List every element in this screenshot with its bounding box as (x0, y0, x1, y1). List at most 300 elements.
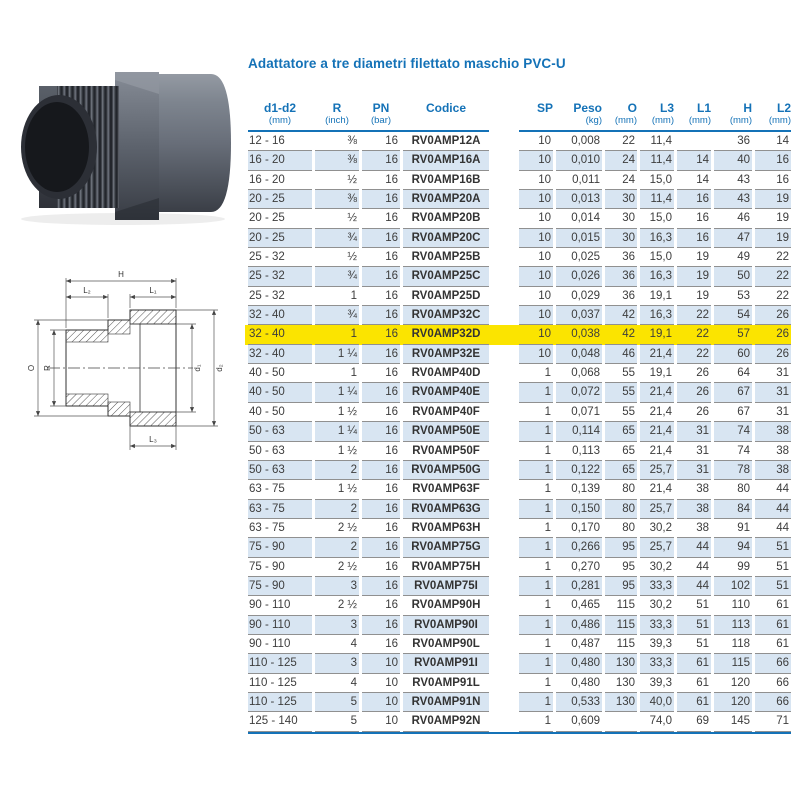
row-gap-spacer (492, 712, 516, 731)
row-gap-spacer (492, 171, 516, 190)
table-cell: RV0AMP25C (403, 267, 489, 286)
table-cell: 42 (605, 306, 637, 325)
column-header: (bar) (370, 115, 392, 126)
table-cell: 40 - 50 (248, 364, 312, 383)
table-cell: 46 (605, 345, 637, 364)
table-cell: 1 (519, 500, 553, 519)
table-cell: 10 (362, 654, 400, 673)
highlighted-table-cell: 16 (362, 325, 400, 344)
table-cell: 31 (755, 383, 791, 402)
table-cell: 31 (755, 403, 791, 422)
table-cell: 10 (519, 267, 553, 286)
table-cell: 12 - 16 (248, 132, 312, 151)
table-cell: 10 (519, 229, 553, 248)
product-table (248, 97, 791, 734)
table-cell: 19 (677, 287, 711, 306)
table-cell: 30,2 (640, 596, 674, 615)
table-cell: 26 (677, 383, 711, 402)
table-cell: 16,3 (640, 267, 674, 286)
table-cell: 16 (362, 422, 400, 441)
table-cell: 26 (755, 345, 791, 364)
column-header: (kg) (585, 115, 602, 126)
table-cell (605, 712, 637, 731)
table-cell: 16 (362, 267, 400, 286)
table-cell: RV0AMP63G (403, 500, 489, 519)
table-cell: 113 (714, 616, 752, 635)
table-cell: 1 (519, 674, 553, 693)
table-cell: 51 (755, 577, 791, 596)
row-gap-spacer (492, 248, 516, 267)
table-cell: 0,037 (556, 306, 602, 325)
table-cell: 36 (605, 267, 637, 286)
table-cell: 1 (519, 616, 553, 635)
table-cell: 15,0 (640, 171, 674, 190)
table-cell: 0,026 (556, 267, 602, 286)
table-cell: 14 (755, 132, 791, 151)
table-cell: 10 (362, 674, 400, 693)
table-cell: RV0AMP90H (403, 596, 489, 615)
dim-label-r: R (43, 365, 52, 371)
table-cell: 50 - 63 (248, 461, 312, 480)
table-cell: 11,4 (640, 132, 674, 151)
column-header: d1-d2 (263, 101, 296, 115)
table-cell: 40 - 50 (248, 383, 312, 402)
table-cell: 10 (362, 693, 400, 712)
table-cell: 16 (362, 461, 400, 480)
table-cell: RV0AMP63H (403, 519, 489, 538)
table-cell: 54 (714, 306, 752, 325)
table-cell: 120 (714, 674, 752, 693)
table-cell: 49 (714, 248, 752, 267)
table-cell: 66 (755, 693, 791, 712)
column-header: L1 (696, 101, 711, 115)
table-cell: 118 (714, 635, 752, 654)
table-cell: 66 (755, 654, 791, 673)
table-cell: 11,4 (640, 190, 674, 209)
table-cell: 26 (677, 364, 711, 383)
table-cell: 0,068 (556, 364, 602, 383)
row-gap-spacer (492, 383, 516, 402)
table-cell: ⅜ (315, 151, 359, 170)
table-cell: 16 (362, 345, 400, 364)
table-cell: 31 (677, 461, 711, 480)
table-cell: 1 ¼ (315, 383, 359, 402)
product-photo (5, 48, 237, 228)
table-cell: 16 (362, 577, 400, 596)
table-cell: ⅜ (315, 190, 359, 209)
table-cell: 1 (519, 577, 553, 596)
table-cell: 36 (605, 248, 637, 267)
column-header: L2 (776, 101, 791, 115)
table-cell: 21,4 (640, 442, 674, 461)
table-cell: 90 - 110 (248, 635, 312, 654)
table-cell: 16 (362, 364, 400, 383)
dim-label-h: H (118, 270, 124, 279)
table-cell: 115 (605, 596, 637, 615)
table-cell: 1 ¼ (315, 345, 359, 364)
table-cell: 1 (519, 558, 553, 577)
table-cell: 0,281 (556, 577, 602, 596)
table-cell: 130 (605, 693, 637, 712)
table-cell: 67 (714, 403, 752, 422)
table-cell: RV0AMP20C (403, 229, 489, 248)
table-cell: 1 (519, 403, 553, 422)
table-cell: RV0AMP25B (403, 248, 489, 267)
table-cell: 10 (519, 306, 553, 325)
table-cell: 1 (519, 480, 553, 499)
table-cell: 25 - 32 (248, 267, 312, 286)
table-cell (677, 132, 711, 151)
table-cell: 16 (362, 635, 400, 654)
table-cell: 125 - 140 (248, 712, 312, 731)
table-cell: 16 (362, 538, 400, 557)
dim-label-d2: d₂ (215, 364, 224, 372)
table-cell: 16 (362, 132, 400, 151)
table-cell: 16,3 (640, 229, 674, 248)
table-cell: 0,533 (556, 693, 602, 712)
table-cell: RV0AMP91N (403, 693, 489, 712)
table-cell: 0,072 (556, 383, 602, 402)
table-cell: 110 (714, 596, 752, 615)
table-cell: 46 (714, 209, 752, 228)
table-cell: 53 (714, 287, 752, 306)
row-gap-spacer (492, 654, 516, 673)
table-cell: 25,7 (640, 461, 674, 480)
table-cell: 16 (362, 248, 400, 267)
table-cell: 30 (605, 209, 637, 228)
table-cell: 38 (677, 500, 711, 519)
table-cell: 130 (605, 674, 637, 693)
table-cell: 16 (362, 306, 400, 325)
table-cell: 130 (605, 654, 637, 673)
table-cell: 51 (677, 635, 711, 654)
row-gap-spacer (492, 635, 516, 654)
column-header: PN (372, 101, 390, 115)
column-header: L3 (659, 101, 674, 115)
table-cell: 22 (755, 267, 791, 286)
table-cell: RV0AMP50F (403, 442, 489, 461)
table-cell: 10 (519, 132, 553, 151)
table-cell: RV0AMP16A (403, 151, 489, 170)
highlighted-table-cell: 22 (677, 325, 711, 344)
table-cell: 0,048 (556, 345, 602, 364)
table-cell: 16 (362, 596, 400, 615)
table-cell: 63 - 75 (248, 480, 312, 499)
table-cell: 2 (315, 461, 359, 480)
table-cell: 47 (714, 229, 752, 248)
table-cell: 19 (755, 229, 791, 248)
table-cell: RV0AMP20B (403, 209, 489, 228)
table-cell: 65 (605, 461, 637, 480)
table-cell: ¾ (315, 306, 359, 325)
column-header: Peso (573, 101, 602, 115)
highlighted-table-cell: 0,038 (556, 325, 602, 344)
table-cell: 2 (315, 538, 359, 557)
table-cell: RV0AMP32E (403, 345, 489, 364)
table-cell: 5 (315, 693, 359, 712)
table-cell: 0,113 (556, 442, 602, 461)
table-cell: 75 - 90 (248, 538, 312, 557)
table-cell: 90 - 110 (248, 616, 312, 635)
table-cell: 61 (755, 616, 791, 635)
table-cell: 74 (714, 442, 752, 461)
table-cell: 91 (714, 519, 752, 538)
table-cell: 38 (677, 480, 711, 499)
table-cell: 19 (677, 248, 711, 267)
row-gap-spacer (492, 151, 516, 170)
table-cell: 10 (519, 209, 553, 228)
table-cell: 1 (519, 519, 553, 538)
table-cell: 16 (362, 190, 400, 209)
column-header: (mm) (688, 115, 711, 126)
table-cell: 24 (605, 171, 637, 190)
table-cell: 21,4 (640, 403, 674, 422)
table-cell: 0,270 (556, 558, 602, 577)
table-cell: 1 (519, 442, 553, 461)
table-cell: 63 - 75 (248, 500, 312, 519)
table-cell: 61 (677, 693, 711, 712)
table-cell: 16 - 20 (248, 151, 312, 170)
highlighted-table-cell: 57 (714, 325, 752, 344)
table-cell: 51 (677, 596, 711, 615)
table-cell: RV0AMP75G (403, 538, 489, 557)
row-gap-spacer (492, 674, 516, 693)
table-cell: 21,4 (640, 480, 674, 499)
table-cell: RV0AMP91L (403, 674, 489, 693)
row-gap-spacer (492, 616, 516, 635)
table-cell: 43 (714, 190, 752, 209)
table-cell: 95 (605, 558, 637, 577)
table-cell: 22 (677, 345, 711, 364)
table-cell: 16 (362, 383, 400, 402)
dim-label-l1: L₁ (149, 286, 157, 295)
table-cell: 55 (605, 403, 637, 422)
table-cell: 55 (605, 364, 637, 383)
table-cell: 110 - 125 (248, 654, 312, 673)
table-cell: 1 (519, 364, 553, 383)
table-cell: 1 (519, 538, 553, 557)
table-cell: 0,029 (556, 287, 602, 306)
table-cell: 3 (315, 616, 359, 635)
dim-label-o: O (27, 364, 36, 372)
table-cell: 31 (677, 422, 711, 441)
table-cell: 50 - 63 (248, 422, 312, 441)
table-cell: 30 (605, 229, 637, 248)
table-cell: 65 (605, 442, 637, 461)
column-header: R (332, 101, 342, 115)
table-cell: RV0AMP90L (403, 635, 489, 654)
table-cell: 67 (714, 383, 752, 402)
column-header (519, 115, 553, 130)
table-cell: 31 (755, 364, 791, 383)
table-cell: 16 (362, 209, 400, 228)
table-cell: RV0AMP50G (403, 461, 489, 480)
table-cell: 26 (677, 403, 711, 422)
table-cell: 24 (605, 151, 637, 170)
table-cell: 51 (755, 558, 791, 577)
table-cell: 64 (714, 364, 752, 383)
row-gap-spacer (492, 558, 516, 577)
column-header: SP (536, 101, 553, 115)
table-cell: 30 (605, 190, 637, 209)
table-cell: 33,3 (640, 577, 674, 596)
table-cell: 0,139 (556, 480, 602, 499)
table-cell: 43 (714, 171, 752, 190)
column-header: H (743, 101, 752, 115)
column-header: Codice (425, 101, 466, 115)
highlighted-table-cell: 10 (519, 325, 553, 344)
table-cell: 14 (677, 151, 711, 170)
table-cell: 16 - 20 (248, 171, 312, 190)
table-cell: 75 - 90 (248, 577, 312, 596)
column-header (403, 115, 489, 130)
table-cell: 38 (677, 519, 711, 538)
table-cell: 10 (519, 171, 553, 190)
row-gap-spacer (492, 693, 516, 712)
table-cell: ½ (315, 171, 359, 190)
table-cell: 0,609 (556, 712, 602, 731)
table-cell: 36 (714, 132, 752, 151)
table-cell: 16 (677, 190, 711, 209)
row-gap-spacer (492, 577, 516, 596)
table-cell: 0,015 (556, 229, 602, 248)
table-cell: 74 (714, 422, 752, 441)
table-cell: 61 (755, 596, 791, 615)
table-cell: 16 (362, 151, 400, 170)
table-cell: 16 (362, 616, 400, 635)
highlighted-table-cell: RV0AMP32D (403, 325, 489, 344)
table-cell: 61 (755, 635, 791, 654)
table-cell: 1 (519, 596, 553, 615)
table-cell: 44 (677, 577, 711, 596)
row-gap-spacer (492, 132, 516, 151)
column-header: (mm) (729, 115, 752, 126)
table-cell: 1 (519, 635, 553, 654)
table-cell: 80 (605, 480, 637, 499)
table-cell: RV0AMP63F (403, 480, 489, 499)
table-cell: 38 (755, 461, 791, 480)
table-cell: RV0AMP91I (403, 654, 489, 673)
table-cell: 74,0 (640, 712, 674, 731)
table-cell: 16 (677, 229, 711, 248)
table-cell: 80 (605, 519, 637, 538)
table-cell: 0,480 (556, 674, 602, 693)
table-cell: 25 - 32 (248, 287, 312, 306)
table-cell: 0,071 (556, 403, 602, 422)
dim-label-l2: L₂ (83, 286, 91, 295)
table-cell: 22 (677, 306, 711, 325)
row-gap-spacer (492, 364, 516, 383)
table-cell: RV0AMP20A (403, 190, 489, 209)
table-cell: 61 (677, 654, 711, 673)
table-cell: 16 (362, 229, 400, 248)
highlighted-table-cell: 19,1 (640, 325, 674, 344)
column-header: O (627, 101, 637, 115)
table-cell: 19,1 (640, 364, 674, 383)
row-gap-spacer (492, 325, 516, 344)
table-cell: 16 (362, 403, 400, 422)
row-gap-spacer (492, 519, 516, 538)
table-cell: RV0AMP40F (403, 403, 489, 422)
table-cell: 10 (519, 151, 553, 170)
table-cell: 16 (362, 480, 400, 499)
table-cell: 1 (519, 654, 553, 673)
table-cell: RV0AMP90I (403, 616, 489, 635)
table-cell: 2 ½ (315, 519, 359, 538)
table-cell: 1 ½ (315, 480, 359, 499)
table-cell: 0,014 (556, 209, 602, 228)
table-cell: 66 (755, 674, 791, 693)
row-gap-spacer (492, 306, 516, 325)
table-cell: 16 (362, 442, 400, 461)
table-cell: 32 - 40 (248, 306, 312, 325)
row-gap-spacer (492, 480, 516, 499)
table-cell: RV0AMP50E (403, 422, 489, 441)
row-gap-spacer (492, 538, 516, 557)
table-cell: 1 ½ (315, 442, 359, 461)
table-cell: 0,122 (556, 461, 602, 480)
table-cell: 90 - 110 (248, 596, 312, 615)
column-header: (mm) (768, 115, 791, 126)
table-cell: 38 (755, 422, 791, 441)
column-gap-spacer (492, 97, 516, 115)
table-cell: RV0AMP32C (403, 306, 489, 325)
table-cell: 10 (519, 287, 553, 306)
table-cell: 115 (714, 654, 752, 673)
table-cell: 115 (605, 616, 637, 635)
table-cell: 80 (605, 500, 637, 519)
table-cell: ¾ (315, 267, 359, 286)
table-cell: 16,3 (640, 306, 674, 325)
dim-label-d1: d₁ (193, 364, 202, 372)
table-cell: 99 (714, 558, 752, 577)
table-cell: 0,150 (556, 500, 602, 519)
table-cell: 22 (605, 132, 637, 151)
table-cell: 51 (677, 616, 711, 635)
table-bottom-rule (248, 732, 791, 734)
table-cell: 33,3 (640, 654, 674, 673)
row-gap-spacer (492, 190, 516, 209)
row-gap-spacer (492, 209, 516, 228)
table-cell: 40,0 (640, 693, 674, 712)
highlighted-table-cell: 26 (755, 325, 791, 344)
table-cell: 1 (519, 693, 553, 712)
table-cell: 0,114 (556, 422, 602, 441)
table-cell: 1 (315, 287, 359, 306)
table-cell: 16 (362, 171, 400, 190)
table-cell: 0,025 (556, 248, 602, 267)
table-cell: 19 (755, 209, 791, 228)
table-cell: 110 - 125 (248, 693, 312, 712)
table-cell: 1 ¼ (315, 422, 359, 441)
column-header: (mm) (614, 115, 637, 126)
table-cell: 80 (714, 480, 752, 499)
table-cell: 102 (714, 577, 752, 596)
table-cell: ⅜ (315, 132, 359, 151)
table-cell: 33,3 (640, 616, 674, 635)
table-cell: RV0AMP40E (403, 383, 489, 402)
table-cell: 71 (755, 712, 791, 731)
table-cell: 25,7 (640, 538, 674, 557)
table-cell: 2 ½ (315, 558, 359, 577)
row-gap-spacer (492, 267, 516, 286)
table-cell: 16 (677, 209, 711, 228)
table-cell: 19 (677, 267, 711, 286)
table-cell: 115 (605, 635, 637, 654)
row-gap-spacer (492, 229, 516, 248)
table-cell: 2 (315, 500, 359, 519)
table-cell: 21,4 (640, 422, 674, 441)
